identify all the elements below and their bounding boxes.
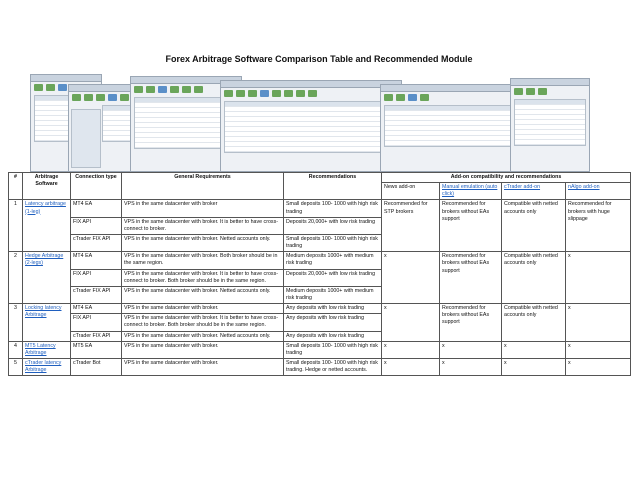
addon-cell: Compatible with netted accounts only (502, 304, 566, 342)
addon-cell: x (440, 341, 502, 358)
software-link[interactable]: MT5 Latency Arbitrage (25, 342, 56, 356)
requirements-cell: VPS in the same datacenter with broker (122, 200, 284, 217)
row-number: 1 (9, 200, 23, 252)
software-cell (23, 358, 71, 375)
connection-cell: cTrader Bot (71, 358, 122, 375)
recommendation-cell: Small deposits 100- 1000 with high risk trading (284, 200, 382, 217)
requirements-cell: VPS in the same datacenter with broker. Netted accounts only. (122, 234, 284, 251)
requirements-cell: VPS in the same datacenter with broker. (122, 304, 284, 314)
requirements-cell: VPS in the same datacenter with broker. It is better to have cross-connect to broker. (122, 217, 284, 234)
row-number: 2 (9, 252, 23, 304)
table-row (9, 358, 631, 375)
software-link[interactable]: Hedge Arbitrage (2-legs) (25, 253, 64, 267)
recommendation-cell: Small deposits 100- 1000 with high risk trading (284, 341, 382, 358)
connection-cell: MT5 EA (71, 341, 122, 358)
addon-cell: Compatible with netted accounts only (502, 200, 566, 252)
header-connection: Connection type (71, 173, 122, 200)
table-row (9, 304, 631, 314)
recommendation-cell: Medium deposits 1000+ with medium risk trading (284, 252, 382, 269)
recommendation-cell: Medium deposits 1000+ with medium risk trading (284, 286, 382, 303)
addon-cell: x (382, 304, 440, 342)
addon-cell: Recommended for brokers without EAs support (440, 200, 502, 252)
requirements-cell: VPS in the same datacenter with broker. Netted accounts only. (122, 331, 284, 341)
connection-cell: FIX API (71, 314, 122, 331)
screenshot-window (510, 78, 590, 172)
table-row (9, 200, 631, 217)
requirements-cell: VPS in the same datacenter with broker. Netted accounts only. (122, 286, 284, 303)
requirements-cell: VPS in the same datacenter with broker. (122, 341, 284, 358)
requirements-cell: VPS in the same datacenter with broker. It is better to have cross-connect to broker. Both broker should be in the same region. (122, 269, 284, 286)
addon-cell: Recommended for brokers with huge slippage (566, 200, 631, 252)
connection-cell: FIX API (71, 269, 122, 286)
addon-cell: Recommended for STP brokers (382, 200, 440, 252)
comparison-table (8, 172, 631, 376)
recommendation-cell: Deposits 20,000+ with low risk trading (284, 269, 382, 286)
addon-cell: x (382, 341, 440, 358)
software-link[interactable]: cTrader latency Arbitrage (25, 359, 62, 374)
page-title: Forex Arbitrage Software Comparison Table and Recommended Module (165, 54, 473, 64)
addon-cell: x (382, 358, 440, 375)
addon-col-header: News add-on (382, 183, 440, 200)
requirements-cell: VPS in the same datacenter with broker. It is better to have cross-connect to broker. Both broker should be in the same region. (122, 314, 284, 331)
recommendation-cell: Small deposits 100- 1000 with high risk trading. Hedge or netted accounts. (284, 358, 382, 375)
software-cell (23, 341, 71, 358)
table-row (9, 341, 631, 358)
connection-cell: MT4 EA (71, 304, 122, 314)
addon-col-header[interactable]: Manual emulation (auto click) (440, 183, 502, 200)
addon-cell: x (502, 358, 566, 375)
connection-cell: cTrader FIX API (71, 286, 122, 303)
requirements-cell: VPS in the same datacenter with broker. (122, 358, 284, 375)
header-recommendations: Recommendations (284, 173, 382, 200)
addon-cell: x (566, 252, 631, 304)
row-number: 4 (9, 341, 23, 358)
addon-cell: x (502, 341, 566, 358)
addon-cell: x (566, 304, 631, 342)
requirements-cell: VPS in the same datacenter with broker. Both broker should be in the same region. (122, 252, 284, 269)
addon-cell: Compatible with netted accounts only (502, 252, 566, 304)
addon-cell: Recommended for brokers without EAs support (440, 304, 502, 342)
addon-cell: x (566, 358, 631, 375)
header-addon: Add-on compatibility and recommendations (382, 173, 631, 183)
connection-cell: MT4 EA (71, 252, 122, 269)
connection-cell: MT4 EA (71, 200, 122, 217)
header-software: Arbitrage Software (23, 173, 71, 200)
header-num: # (9, 173, 23, 200)
software-link[interactable]: Latency arbitrage (1-leg) (25, 201, 66, 215)
row-number: 3 (9, 304, 23, 342)
software-cell (23, 304, 71, 342)
recommendation-cell: Any deposits with low risk trading (284, 314, 382, 331)
software-cell (23, 252, 71, 304)
software-cell (23, 200, 71, 252)
addon-col-header[interactable]: nAlgo add-on (566, 183, 631, 200)
connection-cell: cTrader FIX API (71, 234, 122, 251)
recommendation-cell: Small deposits 100- 1000 with high risk trading (284, 234, 382, 251)
connection-cell: FIX API (71, 217, 122, 234)
addon-col-header[interactable]: cTrader add-on (502, 183, 566, 200)
software-link[interactable]: Locking latency Arbitrage (25, 305, 62, 319)
header-requirements: General Requirements (122, 173, 284, 200)
screenshot-window (220, 80, 402, 172)
addon-cell: x (382, 252, 440, 304)
row-number: 5 (9, 358, 23, 375)
addon-cell: Recommended for brokers without EAs support (440, 252, 502, 304)
addon-cell: x (566, 341, 631, 358)
connection-cell: cTrader FIX API (71, 331, 122, 341)
recommendation-cell: Any deposits with low risk trading (284, 304, 382, 314)
recommendation-cell: Deposits 20,000+ with low risk trading (284, 217, 382, 234)
recommendation-cell: Any deposits with low risk trading (284, 331, 382, 341)
software-screenshots (30, 74, 590, 174)
table-row (9, 252, 631, 269)
addon-cell: x (440, 358, 502, 375)
